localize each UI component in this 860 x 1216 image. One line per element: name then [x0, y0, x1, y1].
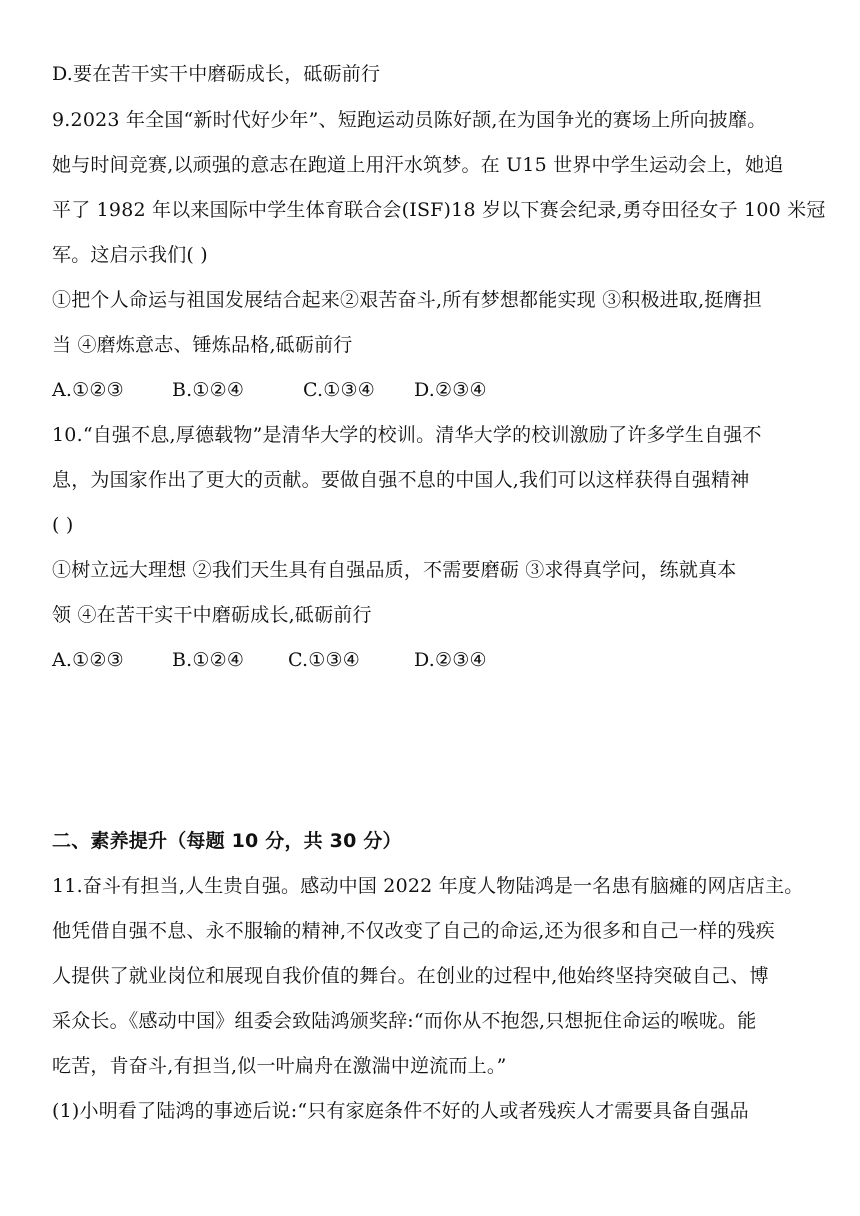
q9-stem-line-2: 她与时间竞赛,以顽强的意志在跑道上用汗水筑梦。在 U15 世界中学生运动会上，她追 — [52, 154, 784, 176]
q11-sub-question-1: (1)小明看了陆鸿的事迹后说:“只有家庭条件不好的人或者残疾人才需要具备自强品 — [52, 1100, 749, 1122]
q10-options — [52, 648, 487, 672]
section-heading: 二、素养提升（每题 10 分，共 30 分） — [52, 830, 402, 852]
q11-stem-line-4: 采众长。《感动中国》组委会致陆鸿颁奖辞:“而你从不抱怨,只想扼住命运的喉咙。能 — [52, 1010, 757, 1032]
q8-option-d: D.要在苦干实干中磨砺成长，砥砺前行 — [52, 63, 381, 85]
q10-option-a: A.①②③ — [52, 649, 124, 671]
q9-stem-line-3: 平了 1982 年以来国际中学生体育联合会(ISF)18 岁以下赛会纪录,勇夺田径女子 100 米冠 — [52, 199, 826, 221]
q9-choice-line-1: ①把个人命运与祖国发展结合起来②艰苦奋斗,所有梦想都能实现 ③积极进取,挺膺担 — [52, 289, 762, 311]
q9-option-b: B.①②④ — [172, 379, 245, 401]
q9-option-a: A.①②③ — [52, 379, 124, 401]
q10-choice-line-2: 领 ④在苦干实干中磨砺成长,砥砺前行 — [52, 604, 372, 626]
q11-stem-line-5: 吃苦，肯奋斗,有担当,似一叶扁舟在激湍中逆流而上。” — [52, 1055, 507, 1077]
q10-stem-line-3: ( ) — [52, 514, 74, 536]
q9-option-c: C.①③④ — [303, 379, 375, 401]
q11-stem-line-3: 人提供了就业岗位和展现自我价值的舞台。在创业的过程中,他始终坚持突破自己、博 — [52, 965, 769, 987]
q10-stem-line-2: 息，为国家作出了更大的贡献。要做自强不息的中国人,我们可以这样获得自强精神 — [52, 469, 750, 491]
q10-stem-line-1: 10.“自强不息,厚德载物”是清华大学的校训。清华大学的校训激励了许多学生自强不 — [52, 424, 762, 446]
q11-stem-line-1: 11.奋斗有担当,人生贵自强。感动中国 2022 年度人物陆鸿是一名患有脑瘫的网店店主。 — [52, 875, 804, 897]
q10-choice-line-1: ①树立远大理想 ②我们天生具有自强品质，不需要磨砺 ③求得真学问，练就真本 — [52, 559, 737, 581]
q9-stem-line-1: 9.2023 年全国“新时代好少年”、短跑运动员陈好颉,在为国争光的赛场上所向披靡。 — [52, 109, 767, 131]
q9-stem-line-4: 军。这启示我们( ) — [52, 244, 208, 266]
q9-choice-line-2: 当 ④磨炼意志、锤炼品格,砥砺前行 — [52, 334, 353, 356]
q9-options — [52, 378, 487, 402]
q10-option-d: D.②③④ — [414, 649, 487, 671]
q9-option-d: D.②③④ — [414, 379, 487, 401]
q10-option-b: B.①②④ — [172, 649, 245, 671]
q11-stem-line-2: 他凭借自强不息、永不服输的精神,不仅改变了自己的命运,还为很多和自己一样的残疾 — [52, 920, 775, 942]
q10-option-c: C.①③④ — [288, 649, 360, 671]
